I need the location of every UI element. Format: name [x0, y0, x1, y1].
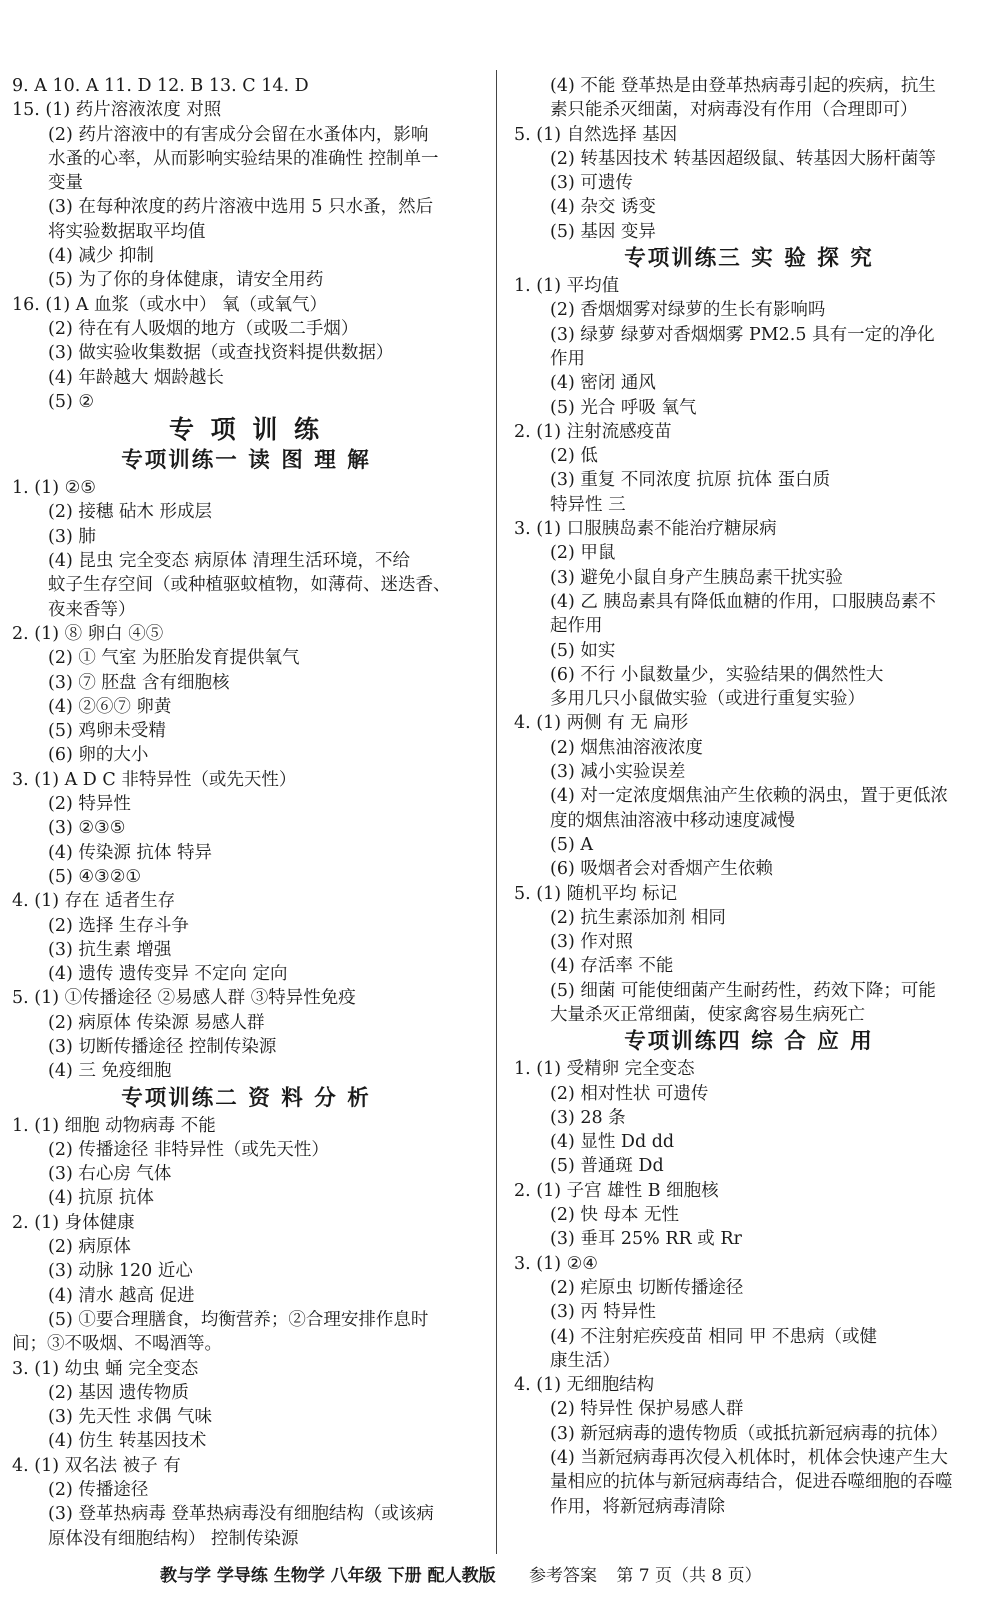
answer-line: (3) 做实验收集数据（或查找资料提供数据）: [48, 343, 394, 364]
answer-line: (2) 低: [550, 446, 598, 467]
answer-line: (3) 作对照: [550, 932, 633, 953]
section-heading: 专项训练二 资 料 分 析: [121, 1085, 371, 1111]
answer-line: 4. (1) 存在 适者生存: [12, 891, 176, 912]
answer-line: 3. (1) ②④: [514, 1253, 598, 1274]
answer-line: 将实验数据取平均值: [48, 221, 206, 242]
footer-page-number: 第 7 页（共 8 页）: [616, 1566, 762, 1586]
footer-section: 参考答案: [529, 1566, 597, 1586]
answer-line: (5) 细菌 可能使细菌产生耐药性，药效下降；可能: [550, 980, 936, 1001]
answer-line: (2) 转基因技术 转基因超级鼠、转基因大肠杆菌等: [550, 148, 936, 169]
answer-line: (3) 避免小鼠自身产生胰岛素干扰实验: [550, 567, 843, 588]
answer-line: (3) 重复 不同浓度 抗原 抗体 蛋白质: [550, 470, 831, 491]
answer-line: (3) 绿萝 绿萝对香烟烟雾 PM2.5 具有一定的净化: [550, 324, 935, 345]
answer-line: (3) 肺: [48, 526, 96, 547]
answer-line: (4) 昆虫 完全变态 病原体 清理生活环境，不给: [48, 551, 411, 572]
answer-line: (5) 光合 呼吸 氧气: [550, 397, 697, 418]
answer-line: 2. (1) 身体健康: [12, 1212, 135, 1233]
answer-line: (3) 垂耳 25% RR 或 Rr: [550, 1229, 742, 1250]
answer-line: (2) 药片溶液中的有害成分会留在水蚤体内，影响: [48, 124, 429, 145]
answer-line: (2) 待在有人吸烟的地方（或吸二手烟）: [48, 318, 359, 339]
answer-line: 多用几只小鼠做实验（或进行重复实验）: [550, 689, 865, 710]
answer-line: 间；③不吸烟、不喝酒等。: [12, 1334, 222, 1355]
answer-line: 素只能杀灭细菌，对病毒没有作用（合理即可）: [550, 100, 918, 121]
answer-line: 16. (1) A 血浆（或水中） 氧（或氧气）: [12, 294, 328, 315]
answer-line: 4. (1) 双名法 被子 有: [12, 1455, 181, 1476]
answer-line: (2) 传播途径 非特异性（或先天性）: [48, 1139, 329, 1160]
answer-line: (5) 鸡卵未受精: [48, 721, 166, 742]
answer-line: (2) 疟原虫 切断传播途径: [550, 1277, 744, 1298]
answer-line: (3) 在每种浓度的药片溶液中选用 5 只水蚤，然后: [48, 197, 434, 218]
answer-line: (2) 香烟烟雾对绿萝的生长有影响吗: [550, 300, 826, 321]
answer-line: (2) 烟焦油溶液浓度: [550, 737, 703, 758]
answer-line: (5) 普通斑 Dd: [550, 1156, 664, 1177]
answer-line: 夜来香等）: [48, 599, 136, 620]
answer-line: 4. (1) 无细胞结构: [514, 1375, 655, 1396]
answer-line: (2) 相对性状 可遗传: [550, 1083, 709, 1104]
answer-line: (5) ④③②①: [48, 866, 142, 887]
answer-line: (5) 如实: [550, 640, 616, 661]
answer-line: (3) 先天性 求偶 气味: [48, 1407, 212, 1428]
answer-line: (5) ①要合理膳食，均衡营养；②合理安排作息时: [48, 1309, 429, 1330]
answer-line: 5. (1) ①传播途径 ②易感人群 ③特异性免疫: [12, 988, 356, 1009]
answer-line: (4) 仿生 转基因技术: [48, 1431, 207, 1452]
answer-line: (4) 当新冠病毒再次侵入机体时，机体会快速产生大: [550, 1448, 948, 1469]
answer-line: (5) ②: [48, 391, 95, 412]
answer-line: (4) 杂交 诱变: [550, 197, 656, 218]
answer-line: (5) 为了你的身体健康，请安全用药: [48, 270, 324, 291]
column-divider: [496, 70, 497, 1554]
answer-line: 起作用: [550, 616, 603, 637]
answer-line: (3) ②③⑤: [48, 818, 126, 839]
answer-line: (4) 三 免疫细胞: [48, 1061, 172, 1082]
answer-line: (4) 对一定浓度烟焦油产生依赖的涡虫，置于更低浓: [550, 786, 948, 807]
answer-line: 量相应的抗体与新冠病毒结合，促进吞噬细胞的吞噬: [550, 1472, 953, 1493]
answer-line: (3) ⑦ 胚盘 含有细胞核: [48, 672, 230, 693]
answer-line: (4) 乙 胰岛素具有降低血糖的作用，口服胰岛素不: [550, 591, 936, 612]
answer-line: 变量: [48, 173, 83, 194]
answer-line: (3) 抗生素 增强: [48, 939, 172, 960]
page-footer: [160, 1564, 996, 1588]
answer-line: (4) 传染源 抗体 特异: [48, 842, 212, 863]
answer-line: (5) A: [550, 834, 593, 855]
left-column: [12, 74, 480, 1551]
answer-line: (5) 基因 变异: [550, 221, 656, 242]
answer-line: (4) 密闭 通风: [550, 373, 656, 394]
answer-line: (4) 遗传 遗传变异 不定向 定向: [48, 964, 288, 985]
answer-line: 作用: [550, 348, 585, 369]
answer-line: (3) 动脉 120 近心: [48, 1261, 193, 1282]
answer-line: (3) 登革热病毒 登革热病毒没有细胞结构（或该病: [48, 1504, 434, 1525]
section-heading: 专项训练三 实 验 探 究: [624, 246, 874, 272]
section-heading: 专项训练四 综 合 应 用: [624, 1029, 874, 1055]
answer-line: (2) 病原体: [48, 1237, 131, 1258]
answer-line: 2. (1) 注射流感疫苗: [514, 421, 672, 442]
answer-line: (2) 接穗 砧木 形成层: [48, 502, 212, 523]
answer-line: (2) 选择 生存斗争: [48, 915, 189, 936]
answer-line: (2) 基因 遗传物质: [48, 1382, 189, 1403]
answer-line: (4) 减少 抑制: [48, 246, 154, 267]
answer-line: 2. (1) ⑧ 卵白 ④⑤: [12, 623, 164, 644]
answer-line: (4) 存活率 不能: [550, 956, 674, 977]
answer-line: 原体没有细胞结构） 控制传染源: [48, 1528, 299, 1549]
footer-book-title: 教与学 学导练 生物学 八年级 下册 配人教版: [160, 1566, 496, 1586]
answer-line: (4) 清水 越高 促进: [48, 1285, 195, 1306]
answer-line: (4) 显性 Dd dd: [550, 1132, 675, 1153]
answer-line: 1. (1) ②⑤: [12, 478, 96, 499]
answer-line: 1. (1) 受精卵 完全变态: [514, 1059, 695, 1080]
answer-line: 5. (1) 随机平均 标记: [514, 883, 678, 904]
answer-line: (3) 右心房 气体: [48, 1164, 172, 1185]
answer-line: 1. (1) 细胞 动物病毒 不能: [12, 1115, 216, 1136]
answer-line: 作用，将新冠病毒清除: [550, 1496, 725, 1517]
answer-line: 2. (1) 子宫 雄性 B 细胞核: [514, 1180, 719, 1201]
answer-line: (3) 切断传播途径 控制传染源: [48, 1036, 277, 1057]
answer-line: (3) 28 条: [550, 1107, 626, 1128]
answer-line: (2) 病原体 传染源 易感人群: [48, 1012, 265, 1033]
answer-line: (4) ②⑥⑦ 卵黄: [48, 696, 172, 717]
answer-line: (2) 特异性 保护易感人群: [550, 1399, 744, 1420]
section-heading: 专 项 训 练: [168, 415, 324, 445]
answer-line: 度的烟焦油溶液中移动速度减慢: [550, 810, 795, 831]
answer-line: 5. (1) 自然选择 基因: [514, 124, 678, 145]
answer-line: (6) 不行 小鼠数量少，实验结果的偶然性大: [550, 664, 884, 685]
answer-line: 康生活）: [550, 1350, 620, 1371]
answer-line: 特异性 三: [550, 494, 626, 515]
answer-line: (3) 丙 特异性: [550, 1302, 656, 1323]
answer-line: (3) 新冠病毒的遗传物质（或抵抗新冠病毒的抗体）: [550, 1423, 948, 1444]
answer-line: 4. (1) 两侧 有 无 扁形: [514, 713, 689, 734]
answer-line: 蚊子生存空间（或种植驱蚊植物，如薄荷、迷迭香、: [48, 575, 451, 596]
answer-line: 3. (1) 幼虫 蛹 完全变态: [12, 1358, 199, 1379]
answer-line: 水蚤的心率，从而影响实验结果的准确性 控制单一: [48, 148, 439, 169]
answer-line: 大量杀灭正常细菌，使家禽容易生病死亡: [550, 1004, 865, 1025]
answer-line: (2) 传播途径: [48, 1480, 149, 1501]
answer-line: (6) 卵的大小: [48, 745, 149, 766]
answer-line: (2) 甲鼠: [550, 543, 616, 564]
answer-line: 3. (1) A D C 非特异性（或先天性）: [12, 769, 297, 790]
answer-line: (4) 不注射疟疾疫苗 相同 甲 不患病（或健: [550, 1326, 878, 1347]
answer-line: 9. A 10. A 11. D 12. B 13. C 14. D: [12, 76, 309, 96]
answer-line: (2) ① 气室 为胚胎发育提供氧气: [48, 648, 300, 669]
answer-line: (6) 吸烟者会对香烟产生依赖: [550, 859, 773, 880]
answer-line: (3) 减小实验误差: [550, 762, 686, 783]
section-heading: 专项训练一 读 图 理 解: [121, 448, 371, 474]
answer-line: (2) 特异性: [48, 794, 131, 815]
answer-line: (2) 快 母本 无性: [550, 1205, 679, 1226]
answer-line: 3. (1) 口服胰岛素不能治疗糖尿病: [514, 519, 777, 540]
answer-line: (3) 可遗传: [550, 173, 633, 194]
answer-line: 15. (1) 药片溶液浓度 对照: [12, 100, 222, 121]
answer-line: (4) 抗原 抗体: [48, 1188, 154, 1209]
answer-line: 1. (1) 平均值: [514, 276, 620, 297]
answer-line: (2) 抗生素添加剂 相同: [550, 907, 726, 928]
right-column: [514, 74, 984, 1519]
answer-line: (4) 年龄越大 烟龄越长: [48, 367, 224, 388]
answer-line: (4) 不能 登革热是由登革热病毒引起的疾病，抗生: [550, 76, 936, 96]
